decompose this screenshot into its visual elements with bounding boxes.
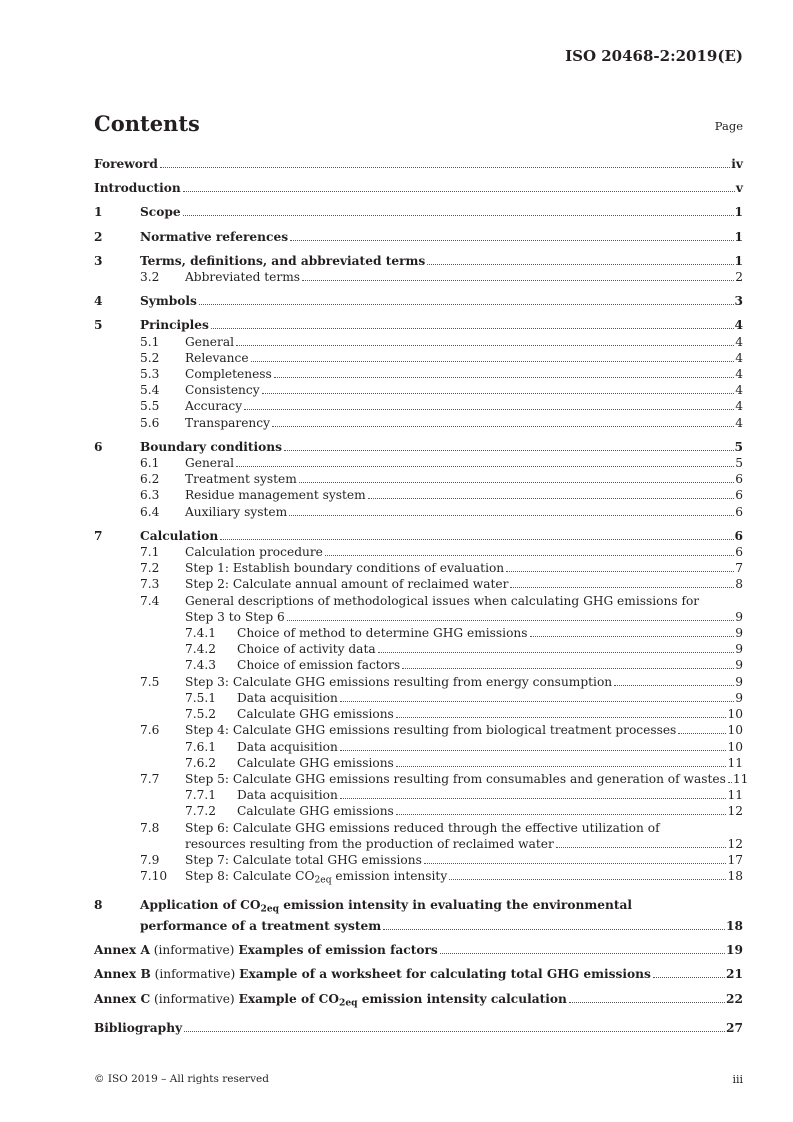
toc-entry-text: Step 7: Calculate total GHG emissions <box>185 852 422 867</box>
toc-entry-text: Abbreviated terms <box>185 270 301 285</box>
toc-entry-text-continued: emission intensity in evaluating the environmental <box>279 898 632 913</box>
leader-dots <box>449 879 726 880</box>
toc-entry-number: 4 <box>94 294 103 309</box>
toc-entry-title <box>94 180 183 196</box>
toc-entry-text: Step 8: Calculate CO <box>185 869 315 884</box>
toc-entry-number: 6.3 <box>140 488 160 503</box>
toc-entry-title <box>185 382 262 398</box>
toc-entry-text: Calculation procedure <box>185 545 323 560</box>
toc-entry-number: 5.4 <box>140 383 160 398</box>
page-column-label: Page <box>714 119 743 133</box>
toc-entry[interactable] <box>94 576 743 592</box>
leader-dots <box>569 1002 725 1003</box>
leader-dots <box>510 587 734 588</box>
toc-entry[interactable] <box>94 942 743 958</box>
toc-entry-page: 19 <box>726 943 743 958</box>
toc-entry-title <box>140 317 211 333</box>
toc-entry-page: v <box>735 181 743 196</box>
toc-entry[interactable] <box>94 820 743 852</box>
toc-entry-page: iv <box>731 157 743 171</box>
toc-entry-page: 10 <box>727 707 743 722</box>
toc-entry-number: 3 <box>94 253 103 268</box>
toc-entry-number: 7.6.2 <box>185 755 217 770</box>
annex-title: Example of CO <box>238 991 339 1006</box>
toc-entry-text-line2: resources resulting from the production of reclaimed water <box>185 836 554 851</box>
toc-entry-page: 11 <box>727 788 743 803</box>
toc-entry-title <box>185 269 302 285</box>
toc-entry-number: 7.5.1 <box>185 690 217 705</box>
toc-entry-title <box>237 787 340 803</box>
leader-dots <box>368 498 735 499</box>
toc-entry[interactable] <box>94 180 743 196</box>
toc-entry-title <box>185 594 701 608</box>
toc-entry-title <box>185 560 506 576</box>
toc-entry-number: 7.3 <box>140 577 160 592</box>
leader-dots <box>506 571 734 572</box>
toc-entry-title <box>94 991 569 1012</box>
toc-entry-title <box>237 755 396 771</box>
toc-entry-page: 7 <box>735 561 743 576</box>
toc-entry-number: 7.4.3 <box>185 658 217 673</box>
leader-dots <box>440 953 725 954</box>
toc-entry-number: 7.1 <box>140 545 160 560</box>
toc-entry-text-continued: emission intensity calculation <box>357 991 567 1006</box>
toc-entry-title <box>237 706 396 722</box>
toc-entry[interactable] <box>94 787 743 803</box>
toc-entry-text-line2: performance of a treatment system <box>140 919 382 933</box>
leader-dots <box>274 377 734 378</box>
leader-dots <box>653 977 725 978</box>
toc-entry-page: 21 <box>726 967 743 982</box>
annex-title: Example of a worksheet for calculating total GHG emissions <box>239 967 651 982</box>
toc-entry-number: 8 <box>94 898 103 913</box>
toc-entry[interactable] <box>94 253 743 269</box>
annex-type: (informative) <box>150 991 239 1006</box>
toc-entry-page: 8 <box>735 577 743 592</box>
toc-entry-number: 7.7.2 <box>185 804 217 819</box>
toc-entry-text: Choice of emission factors <box>237 658 401 673</box>
toc-entry[interactable] <box>94 156 743 172</box>
leader-dots <box>556 847 727 848</box>
toc-entry-text: General <box>185 334 234 349</box>
toc-entry-number: 7.5 <box>140 674 160 689</box>
toc-entry-text: Step 1: Establish boundary conditions of evaluation <box>185 561 505 576</box>
leader-dots <box>236 466 734 467</box>
toc-entry-number: 7.5.2 <box>185 707 217 722</box>
footer-page-number: iii <box>732 1073 743 1086</box>
toc-entry-title <box>185 821 662 835</box>
leader-dots <box>284 450 734 451</box>
toc-entry-title <box>94 942 440 958</box>
toc-entry-text: Choice of activity data <box>237 642 376 657</box>
toc-entry-number: 7.4 <box>140 593 160 608</box>
toc-entry-text: Transparency <box>185 415 270 430</box>
toc-entry-page: 9 <box>735 609 743 624</box>
leader-dots <box>272 426 734 427</box>
toc-entry[interactable] <box>94 1020 743 1036</box>
toc-entry-number: 7.10 <box>140 869 168 884</box>
toc-entry[interactable] <box>94 471 743 487</box>
toc-entry-number: 5.2 <box>140 350 160 365</box>
toc-entry-number: 6.1 <box>140 456 160 471</box>
toc-entry-text: Data acquisition <box>237 788 338 803</box>
toc-entry-title <box>140 204 183 220</box>
toc-entry-page: 4 <box>734 318 743 333</box>
toc-entry-title <box>140 293 199 309</box>
leader-dots <box>530 636 735 637</box>
toc-entry-page: 1 <box>734 205 743 220</box>
toc-entry-title <box>237 625 530 641</box>
toc-entry-page: 9 <box>735 658 743 673</box>
toc-entry[interactable] <box>94 229 743 245</box>
toc-entry-text: Step 5: Calculate GHG emissions resulting from consumables and generation of wastes <box>185 771 726 786</box>
toc-entry-title <box>185 415 272 431</box>
toc-entry[interactable] <box>94 293 743 309</box>
toc-entry-page: 6 <box>735 488 743 503</box>
toc-entry-page: 6 <box>735 504 743 519</box>
toc-entry[interactable] <box>94 739 743 755</box>
toc-entry-title <box>185 544 325 560</box>
annex-label: Annex C <box>94 991 151 1006</box>
toc-entry-text: Calculate GHG emissions <box>237 755 394 770</box>
toc-entry[interactable] <box>94 991 743 1012</box>
toc-entry-number: 7.8 <box>140 820 160 835</box>
leader-dots <box>325 555 734 556</box>
toc-entry-title <box>140 439 284 455</box>
toc-entry-number: 6.2 <box>140 472 160 487</box>
toc-entry[interactable] <box>94 487 743 503</box>
toc-entry-page: 6 <box>734 528 743 543</box>
toc-entry-title <box>140 229 290 245</box>
toc-entry-page: 4 <box>735 350 743 365</box>
toc-entry-title <box>237 739 340 755</box>
toc-entry-number: 5 <box>94 318 103 333</box>
toc-entry-text: Foreword <box>94 157 158 171</box>
leader-dots <box>184 1031 725 1032</box>
toc-entry-page: 22 <box>726 991 743 1006</box>
toc-entry[interactable] <box>94 455 743 471</box>
annex-label: Annex A <box>94 943 150 958</box>
toc-entry-text: Bibliography <box>94 1020 183 1035</box>
toc-entry-number: 6.4 <box>140 504 160 519</box>
toc-entry-text: Scope <box>140 205 181 220</box>
toc-entry-number: 6 <box>94 439 103 454</box>
toc-entry[interactable] <box>94 625 743 641</box>
toc-entry-number: 7.9 <box>140 852 160 867</box>
toc-entry-title <box>185 334 236 350</box>
leader-dots <box>244 409 734 410</box>
annex-title: Examples of emission factors <box>238 943 438 958</box>
toc-entry[interactable] <box>94 852 743 868</box>
toc-entry-text: Residue management system <box>185 488 366 503</box>
toc-entry[interactable] <box>94 771 749 787</box>
annex-type: (informative) <box>149 943 239 958</box>
toc-entry-text: General <box>185 456 234 471</box>
annex-type: (informative) <box>150 967 240 982</box>
leader-dots <box>183 191 735 192</box>
toc-entry-title <box>185 722 678 738</box>
toc-entry-text: Relevance <box>185 350 249 365</box>
toc-entry[interactable] <box>94 382 743 398</box>
toc-entry-number: 7.4.1 <box>185 626 217 641</box>
leader-dots <box>396 766 727 767</box>
toc-entry-text: Symbols <box>140 294 197 309</box>
toc-entry-text-line2: Step 3 to Step 6 <box>185 609 285 624</box>
leader-dots <box>299 482 734 483</box>
toc-entry-number: 2 <box>94 229 103 244</box>
toc-entry[interactable] <box>94 868 743 889</box>
leader-dots <box>383 929 725 930</box>
toc-entry-page: 18 <box>727 869 743 884</box>
toc-entry-page: 6 <box>735 545 743 560</box>
toc-entry-page: 11 <box>727 755 743 770</box>
toc-entry-title <box>185 504 289 520</box>
leader-dots <box>251 361 735 362</box>
subscript: 2eq <box>260 903 280 915</box>
toc-entry[interactable] <box>94 706 743 722</box>
leader-dots <box>340 701 734 702</box>
toc-entry-title <box>185 868 449 889</box>
toc-entry[interactable] <box>94 803 743 819</box>
toc-entry-title <box>185 471 299 487</box>
toc-entry-number: 7.7.1 <box>185 788 217 803</box>
toc-entry[interactable] <box>94 504 743 520</box>
toc-entry-number: 7.2 <box>140 561 160 576</box>
toc-entry[interactable] <box>94 528 743 544</box>
toc-entry-text: Normative references <box>140 229 289 244</box>
toc-entry-text: Introduction <box>94 181 181 196</box>
toc-entry-page: 1 <box>734 229 743 244</box>
toc-entry-page: 4 <box>735 383 743 398</box>
toc-entry-title <box>237 690 340 706</box>
toc-entry-page: 17 <box>727 852 743 867</box>
toc-entry-number: 7.6 <box>140 723 160 738</box>
toc-entry-page: 9 <box>735 674 743 689</box>
leader-dots <box>378 652 735 653</box>
subscript: 2eq <box>339 997 358 1009</box>
toc-entry-title <box>185 487 368 503</box>
leader-dots <box>262 393 735 394</box>
toc-entry[interactable] <box>94 560 743 576</box>
toc-entry-text: Step 6: Calculate GHG emissions reduced through the effective utilization of <box>185 820 660 835</box>
toc-entry[interactable] <box>94 366 743 382</box>
toc-entry-page: 3 <box>734 294 743 309</box>
toc-entry-title <box>237 641 378 657</box>
toc-entry[interactable] <box>94 657 743 673</box>
toc-entry-title <box>94 966 653 982</box>
toc-entry-page: 10 <box>727 739 743 754</box>
toc-entry-text: Choice of method to determine GHG emissions <box>237 626 528 641</box>
toc-entry[interactable] <box>94 690 743 706</box>
toc-entry-text: Step 4: Calculate GHG emissions resulting from biological treatment processes <box>185 723 677 738</box>
toc-entry-text: Calculation <box>140 528 219 543</box>
toc-entry[interactable] <box>94 722 743 738</box>
toc-entry-text: General descriptions of methodological issues when calculating GHG emissions for <box>185 593 700 608</box>
toc-entry-number: 1 <box>94 205 103 220</box>
leader-dots <box>302 280 734 281</box>
leader-dots <box>678 733 726 734</box>
toc-entry-page: 12 <box>727 836 743 851</box>
toc-entry-title <box>140 528 220 544</box>
toc-entry-page: 12 <box>727 804 743 819</box>
leader-dots <box>211 328 734 329</box>
leader-dots <box>340 798 727 799</box>
toc-entry-page: 4 <box>735 415 743 430</box>
toc-entry-text: Auxiliary system <box>185 504 288 519</box>
toc-entry-text: Consistency <box>185 383 260 398</box>
toc-entry-text: Data acquisition <box>237 690 338 705</box>
toc-entry-number: 7 <box>94 528 103 543</box>
toc-entry-page: 6 <box>735 472 743 487</box>
toc-entry-title <box>237 657 402 673</box>
leader-dots <box>160 167 730 168</box>
toc-entry-page: 9 <box>735 642 743 657</box>
toc-entry-number: 5.3 <box>140 367 160 382</box>
toc-entry[interactable] <box>94 593 743 625</box>
toc-entry-text: Treatment system <box>185 472 297 487</box>
toc-entry-text: Step 3: Calculate GHG emissions resulting from energy consumption <box>185 674 613 689</box>
toc-entry-page: 11 <box>732 771 749 786</box>
toc-entry-title <box>185 455 236 471</box>
leader-dots <box>220 539 733 540</box>
toc-entry-text-continued: emission intensity <box>331 869 448 884</box>
toc-entry-title <box>140 898 634 915</box>
leader-dots <box>289 515 734 516</box>
toc-entry-text: Principles <box>140 318 209 333</box>
document-id: ISO 20468-2:2019(E) <box>565 47 743 65</box>
toc-entry-text: Step 2: Calculate annual amount of reclaimed water <box>185 577 509 592</box>
leader-dots <box>396 814 727 815</box>
footer-copyright: © ISO 2019 – All rights reserved <box>94 1073 269 1085</box>
leader-dots <box>402 668 734 669</box>
toc-entry-page: 10 <box>727 723 743 738</box>
leader-dots <box>424 863 727 864</box>
toc-entry-number: 7.4.2 <box>185 642 217 657</box>
leader-dots <box>396 717 727 718</box>
leader-dots <box>614 685 734 686</box>
leader-dots <box>290 240 733 241</box>
toc-entry-title <box>185 771 728 787</box>
toc-entry-title <box>185 398 244 414</box>
toc-entry-page: 27 <box>726 1020 743 1035</box>
toc-entry[interactable] <box>94 544 743 560</box>
leader-dots <box>427 264 733 265</box>
toc-entry[interactable] <box>94 897 743 934</box>
toc-entry-page: 4 <box>735 367 743 382</box>
toc-entry-number: 3.2 <box>140 270 160 285</box>
toc-entry-text: Application of CO <box>140 898 261 913</box>
toc-entry-title <box>185 576 510 592</box>
toc-entry[interactable] <box>94 755 743 771</box>
toc-entry[interactable] <box>94 439 743 455</box>
toc-entry-text: Calculate GHG emissions <box>237 804 394 819</box>
leader-dots <box>340 750 727 751</box>
toc-entry-text: Terms, definitions, and abbreviated terms <box>140 253 426 268</box>
contents-title: Contents <box>94 111 200 136</box>
toc-entry-title <box>185 852 424 868</box>
toc-entry-number: 7.7 <box>140 771 160 786</box>
leader-dots <box>183 215 734 216</box>
toc-entry-text: Completeness <box>185 367 272 382</box>
toc-entry-text: Data acquisition <box>237 739 338 754</box>
toc-entry-title <box>237 803 396 819</box>
toc-entry-page: 4 <box>735 334 743 349</box>
table-of-contents <box>94 156 749 1036</box>
toc-entry[interactable] <box>94 269 743 285</box>
toc-entry-page: 1 <box>734 253 743 268</box>
toc-entry-number: 5.6 <box>140 415 160 430</box>
toc-entry-page: 5 <box>735 456 743 471</box>
toc-entry-page: 9 <box>735 626 743 641</box>
toc-entry-number: 5.1 <box>140 334 160 349</box>
toc-entry-text: Boundary conditions <box>140 439 282 454</box>
leader-dots <box>199 304 734 305</box>
leader-dots <box>287 620 734 621</box>
toc-entry[interactable] <box>94 398 743 414</box>
toc-entry-title <box>185 674 614 690</box>
toc-entry-page: 5 <box>734 439 743 454</box>
toc-entry-title <box>94 156 160 172</box>
subscript: 2eq <box>314 875 332 886</box>
toc-entry[interactable] <box>94 674 743 690</box>
toc-entry-page: 9 <box>735 690 743 705</box>
toc-entry[interactable] <box>94 350 743 366</box>
toc-entry-number: 7.6.1 <box>185 739 217 754</box>
toc-entry[interactable] <box>94 415 743 431</box>
toc-entry-page: 2 <box>735 270 743 285</box>
toc-entry-title <box>140 253 427 269</box>
toc-entry[interactable] <box>94 204 743 220</box>
toc-entry-title <box>185 366 274 382</box>
toc-entry[interactable] <box>94 966 743 982</box>
annex-label: Annex B <box>94 967 151 982</box>
toc-entry[interactable] <box>94 641 743 657</box>
toc-entry-text: Accuracy <box>185 399 243 414</box>
toc-entry-number: 5.5 <box>140 399 160 414</box>
toc-entry-text: Calculate GHG emissions <box>237 707 394 722</box>
toc-entry[interactable] <box>94 317 743 333</box>
toc-entry-title <box>185 350 251 366</box>
leader-dots <box>236 345 734 346</box>
toc-entry[interactable] <box>94 334 743 350</box>
toc-entry-page: 18 <box>726 919 743 933</box>
toc-entry-title <box>94 1020 184 1036</box>
toc-entry-page: 4 <box>735 399 743 414</box>
